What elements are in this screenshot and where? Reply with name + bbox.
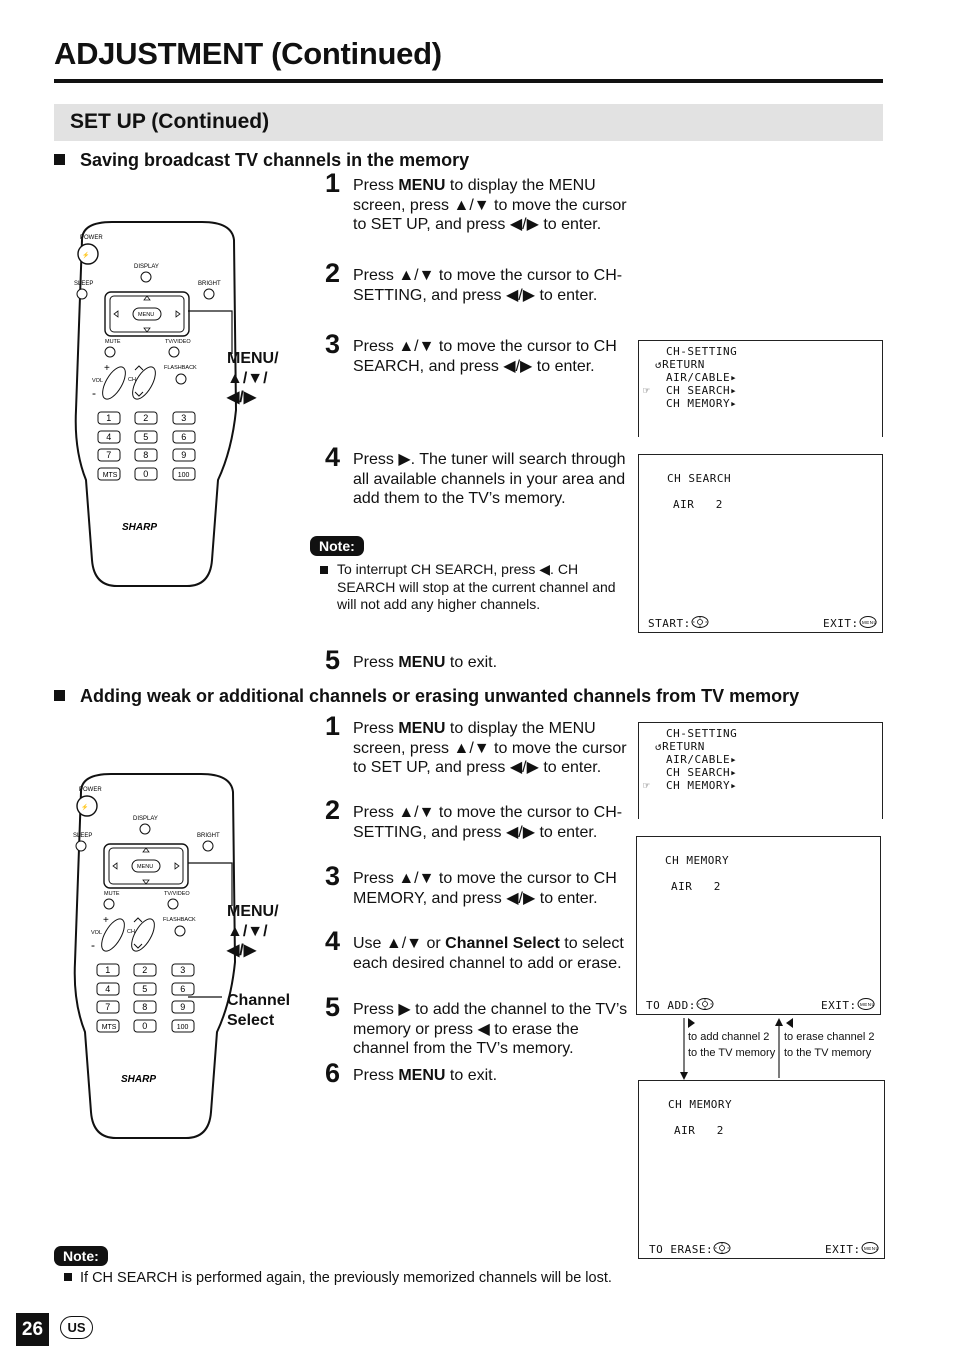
svg-text:7: 7 bbox=[106, 450, 112, 460]
page-number: 26 bbox=[16, 1313, 49, 1346]
sleep-label: SLEEP bbox=[74, 281, 94, 287]
flashback-label: FLASHBACK bbox=[164, 365, 197, 371]
section2-step-2-number: 2 bbox=[325, 795, 341, 825]
svg-text:1: 1 bbox=[105, 965, 111, 975]
section2-step-5-text: Press ▶ to add the channel to the TV’s memory or press ◀ to erase the channel from the TV’s memory. bbox=[353, 1001, 628, 1057]
section2-heading: Adding weak or additional channels or erasing unwanted channels from TV memory bbox=[54, 686, 799, 707]
svg-text:VOL: VOL bbox=[91, 930, 103, 936]
section1-step-3-number: 3 bbox=[325, 329, 341, 359]
return-icon: ↺ bbox=[655, 358, 663, 371]
tvvideo-label: TV/VIDEO bbox=[164, 891, 190, 897]
svg-text:9: 9 bbox=[181, 450, 187, 460]
svg-text:MTS: MTS bbox=[101, 1024, 117, 1031]
menu-callout-2: MENU/ ▲/▼/ ◀/▶ bbox=[227, 903, 279, 959]
svg-text:6: 6 bbox=[180, 984, 186, 994]
joystick-icon bbox=[691, 616, 709, 631]
osd-ch-memory-erase: CH MEMORY AIR 2 TO ERASE: EXIT: MENU bbox=[638, 1080, 885, 1259]
bright-label: BRIGHT bbox=[197, 833, 220, 839]
menu-callout-1: MENU/ ▲/▼/ ◀/▶ bbox=[227, 350, 279, 406]
svg-text:0: 0 bbox=[143, 469, 149, 479]
erase-caption: to erase channel 2 to the TV memory bbox=[784, 1031, 875, 1059]
bottom-note-text: If CH SEARCH is performed again, the previously memorized channels will be lost. bbox=[64, 1270, 612, 1288]
svg-text:5: 5 bbox=[143, 432, 149, 442]
osd-ch-setting-2: CH-SETTING ↺RETURN AIR/CABLE▸ CH SEARCH▸ ☞ CH MEMORY▸ bbox=[638, 722, 883, 819]
section-title: SET UP (Continued) bbox=[70, 110, 270, 133]
section1-step-5-text: Press MENU to exit. bbox=[353, 654, 498, 671]
section1-step-4-text: Press ▶. The tuner will search through all available channels in your area and add them to the TV’s memory. bbox=[353, 451, 626, 507]
note-badge: Note: bbox=[54, 1246, 108, 1266]
mute-button bbox=[105, 347, 115, 357]
remote-control-2 bbox=[71, 772, 241, 1149]
flashback-label: FLASHBACK bbox=[163, 917, 196, 923]
svg-text:100: 100 bbox=[176, 1024, 189, 1031]
svg-text:MENU: MENU bbox=[861, 620, 877, 625]
joystick-icon bbox=[696, 998, 714, 1013]
power-label: POWER bbox=[80, 235, 103, 241]
svg-text:+: + bbox=[104, 363, 110, 374]
svg-text:0: 0 bbox=[142, 1021, 148, 1031]
section2-step-4-number: 4 bbox=[325, 926, 341, 956]
add-caption: to add channel 2 to the TV memory bbox=[688, 1031, 776, 1059]
svg-text:4: 4 bbox=[106, 432, 112, 442]
section1-step-5-number: 5 bbox=[325, 645, 341, 675]
tvvideo-button bbox=[168, 899, 178, 909]
svg-text:MENU: MENU bbox=[137, 864, 154, 870]
flashback-button bbox=[175, 926, 185, 936]
bright-button bbox=[204, 289, 214, 299]
mute-button bbox=[104, 899, 114, 909]
svg-text:VOL: VOL bbox=[92, 378, 104, 384]
section2-step-5-number: 5 bbox=[325, 992, 341, 1022]
svg-text:-: - bbox=[92, 386, 96, 400]
svg-text:2: 2 bbox=[143, 413, 149, 423]
tvvideo-label: TV/VIDEO bbox=[165, 339, 191, 345]
section1-step-1-text: Press MENU to display the MENU screen, press ▲/▼ to move the cursor to SET UP, and press ◀/▶ to enter. bbox=[353, 177, 627, 233]
section1-step-2-text: Press ▲/▼ to move the cursor to CH-SETTING, and press ◀/▶ to enter. bbox=[353, 267, 623, 304]
svg-text:4: 4 bbox=[105, 984, 111, 994]
svg-text:9: 9 bbox=[180, 1002, 186, 1012]
svg-text:MENU: MENU bbox=[863, 1246, 879, 1251]
title-rule bbox=[54, 79, 883, 83]
tvvideo-button bbox=[169, 347, 179, 357]
svg-text:7: 7 bbox=[105, 1002, 111, 1012]
section1-step-4-number: 4 bbox=[325, 442, 341, 472]
section1-note-text: To interrupt CH SEARCH, press ◀. CH SEARCH will stop at the current channel and will not add any higher channels. bbox=[320, 561, 620, 614]
sleep-button bbox=[76, 841, 86, 851]
pointing-hand-icon: ☞ bbox=[643, 779, 651, 792]
pointing-hand-icon: ☞ bbox=[643, 384, 651, 397]
svg-text:MENU: MENU bbox=[859, 1002, 875, 1007]
menu-button-icon bbox=[861, 1242, 879, 1257]
svg-text:MTS: MTS bbox=[102, 472, 118, 479]
section1-heading: Saving broadcast TV channels in the memory bbox=[54, 150, 469, 171]
svg-text:100: 100 bbox=[177, 472, 190, 479]
section1-step-3-text: Press ▲/▼ to move the cursor to CH SEARCH, and press ◀/▶ to enter. bbox=[353, 338, 617, 375]
osd-ch-memory-add: CH MEMORY AIR 2 TO ADD: EXIT: MENU bbox=[636, 836, 881, 1015]
bottom-note bbox=[54, 1248, 108, 1266]
section2-step-1-number: 1 bbox=[325, 711, 341, 741]
mute-label: MUTE bbox=[105, 339, 121, 345]
menu-button-icon bbox=[859, 616, 877, 631]
svg-text:CH: CH bbox=[128, 377, 136, 383]
section1-note bbox=[310, 538, 364, 556]
section2-step-3-text: Press ▲/▼ to move the cursor to CH MEMORY, and press ◀/▶ to enter. bbox=[353, 870, 617, 907]
callout-line-3 bbox=[188, 992, 222, 1002]
svg-text:6: 6 bbox=[181, 432, 187, 442]
svg-text:2: 2 bbox=[142, 965, 148, 975]
svg-text:-: - bbox=[91, 938, 95, 952]
svg-text:⚡: ⚡ bbox=[82, 253, 90, 259]
note-badge: Note: bbox=[310, 536, 364, 556]
svg-text:3: 3 bbox=[180, 965, 186, 975]
section1-step-2-number: 2 bbox=[325, 258, 341, 288]
region-badge: US bbox=[60, 1316, 93, 1339]
joystick-icon bbox=[713, 1242, 731, 1257]
power-label: POWER bbox=[79, 787, 102, 793]
svg-text:CH: CH bbox=[127, 929, 135, 935]
menu-button-icon bbox=[857, 998, 875, 1013]
brand-logo: SHARP bbox=[122, 522, 158, 533]
section1-step-1-number: 1 bbox=[325, 168, 341, 198]
mute-label: MUTE bbox=[104, 891, 120, 897]
svg-text:1: 1 bbox=[106, 413, 112, 423]
display-button bbox=[140, 824, 150, 834]
svg-text:8: 8 bbox=[142, 1002, 148, 1012]
display-label: DISPLAY bbox=[133, 816, 158, 822]
sleep-label: SLEEP bbox=[73, 833, 93, 839]
page-title: ADJUSTMENT (Continued) bbox=[54, 36, 442, 71]
return-icon: ↺ bbox=[655, 740, 663, 753]
display-label: DISPLAY bbox=[134, 264, 159, 270]
section2-step-6-text: Press MENU to exit. bbox=[353, 1067, 498, 1084]
section2-step-2-text: Press ▲/▼ to move the cursor to CH-SETTING, and press ◀/▶ to enter. bbox=[353, 804, 623, 841]
svg-text:3: 3 bbox=[181, 413, 187, 423]
flashback-button bbox=[176, 374, 186, 384]
section2-step-6-number: 6 bbox=[325, 1058, 341, 1088]
section2-step-1-text: Press MENU to display the MENU screen, press ▲/▼ to move the cursor to SET UP, and press ◀/▶ to enter. bbox=[353, 720, 627, 776]
svg-text:8: 8 bbox=[143, 450, 149, 460]
bright-button bbox=[203, 841, 213, 851]
section-band bbox=[54, 104, 883, 141]
brand-logo: SHARP bbox=[121, 1074, 157, 1085]
sleep-button bbox=[77, 289, 87, 299]
section2-step-3-number: 3 bbox=[325, 861, 341, 891]
svg-text:+: + bbox=[103, 915, 109, 926]
display-button bbox=[141, 272, 151, 282]
bright-label: BRIGHT bbox=[198, 281, 221, 287]
remote-control-1 bbox=[72, 220, 242, 597]
svg-text:⚡: ⚡ bbox=[81, 805, 89, 811]
osd-ch-search: CH SEARCH AIR 2 START: EXIT: MENU bbox=[638, 454, 883, 633]
svg-text:MENU: MENU bbox=[138, 312, 155, 318]
osd-ch-setting-1: CH-SETTING ↺RETURN AIR/CABLE▸ ☞ CH SEARCH▸ CH MEMORY▸ bbox=[638, 340, 883, 437]
svg-text:5: 5 bbox=[142, 984, 148, 994]
section2-step-4-text: Use ▲/▼ or Channel Select to select each desired channel to add or erase. bbox=[353, 935, 624, 972]
channel-select-callout: Channel Select bbox=[227, 992, 291, 1029]
